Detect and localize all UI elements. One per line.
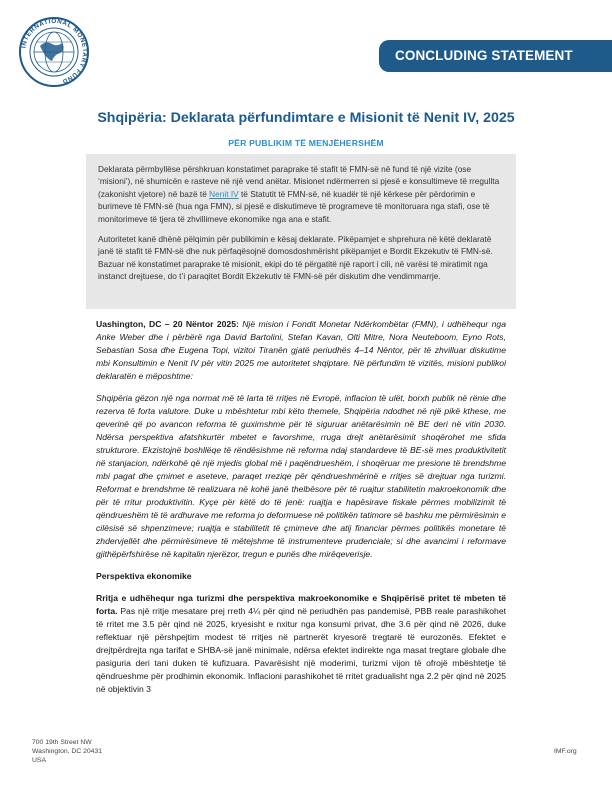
release-subtitle: PËR PUBLIKIM TË MENJËHERSHËM xyxy=(228,138,384,148)
article-iv-link[interactable]: Nenit IV xyxy=(209,188,239,199)
footer-address: 700 19th Street NW Washington, DC 20431 USA xyxy=(32,739,103,764)
section-heading: Perspektiva ekonomike xyxy=(96,571,192,581)
page-title: Shqipëria: Deklarata përfundimtare e Misionit të Nenit IV, 2025 xyxy=(97,110,515,126)
disclaimer-paragraph-2: Autoritetet kanë dhënë pëlqimin për publikimin e kësaj deklarate. Pikëpamjet e shprehura në këtë deklaratë janë të stafit të FMN-së dhe nuk përfaqësojnë domosdoshmërisht pikëpamjet e Bordit Ekzekutiv të FMN-së. Bazuar në konstatimet paraprake të misionit, ekipi do të përgatitë një raport i cili, në varësi të miratimit nga instanct drejtuese, do t’i paraqitet Bordit Ekzekutiv të FMN-së për diskutim dhe vendimmarrje. xyxy=(98,234,493,282)
footer-website[interactable]: IMF.org xyxy=(554,748,577,755)
concluding-statement-banner: CONCLUDING STATEMENT xyxy=(379,40,612,72)
svg-text:INTERNATIONAL MONETARY FUND: INTERNATIONAL MONETARY FUND xyxy=(20,17,89,85)
disclaimer-box xyxy=(86,154,516,309)
intro-paragraph: Uashington, DC – 20 Nëntor 2025: Një mision i Fondit Monetar Ndërkombëtar (FMN), i udhëhequr nga Anke Weber dhe i përbërë nga David Bartolini, Stefan Kavan, Olti Mitre, Nora Neuteboom, Eyno Rots, Sebastian Sosa dhe Eugena Topi, vizitoi Tiranën gjatë periudhës 4–14 Nëntor, për të zhvilluar diskutime mbi Konsultimin e Nenit IV për vitin 2025 me autoritetet shqiptare. Në përfundim të vizitës, misioni publikoi deklaratën e mëposhtme: xyxy=(96,319,506,381)
outlook-lead-sentence: Rritja e udhëhequr nga turizmi dhe perspektiva makroekonomike e Shqipërisë pritet të mbeten të forta. xyxy=(96,593,506,616)
disclaimer-paragraph-1: Deklarata përmbyllëse përshkruan konstatimet paraprake të stafit të FMN-së në fund të një vizite (ose ‘misioni’), në shumicën e rasteve në një vend anëtar. Misionet ndërmerren si pjesë e konsultimeve të rregullta (zakonisht vjetore) në bazë të Nenit IV të Statutit të FMN-së, në kuadër të një kërkese për përdorimin e burimeve të FMN-së (hua nga FMN), si pjesë e diskutimeve të programeve të monitoruara nga stafi, ose të monitorimeve të tjera të zhvillimeve ekonomike nga ana e stafit. xyxy=(98,164,500,224)
summary-paragraph: Shqipëria gëzon një nga normat më të larta të rritjes në Evropë, inflacion të ulët, borxh publik në rënie dhe rezerva të forta valutore. Duke u mbështetur mbi këto themele, Shqipëria ndodhet në një pikë kthese, me qeverinë që po avancon reforma të guximshme për të siguruar anëtarësimin në BE deri në vitin 2030. Ndërsa perspektiva afatshkurtër mbetet e favorshme, rruga drejt anëtarësimit shoqërohet me sfida strukturore. Ekzistojnë boshllëqe të rëndësishme në reforma ndaj standardeve të BE-së mes produktivitetit në stanjacion, ndërkohë që një mjedis global më i paqëndrueshëm, i shoqëruar me presione të brendshme mbi pagat dhe çmimet e aseteve, paraqet rreziqe për qëndrueshmërinë e rritjes së drejtuar nga turizmi. Reformat e brendshme të realizuara në kohë janë thelbësore për të ruajtur stabilitetin makroekonomik dhe për të rritur produktivitin. Kyçe për këtë do të jenë: ruajtja e hapësirave fiskale përmes mobilizimit të qëndrueshëm të të ardhurave me reforma jo deformuese në politikën tatimore së bashku me përmirësimin e cilësisë së shpenzimeve; ruajtja e stabilitetit të çmimeve dhe atij financiar përmes politikës monetare të zhdervjellët dhe përmirësimeve të mëtejshme të instrumenteve prudenciale; si dhe avancimi i reformave gjithëpërfshirëse në kapitalin njerëzor, tregun e punës dhe mirëqeverisje. xyxy=(96,393,506,559)
outlook-paragraph: Rritja e udhëhequr nga turizmi dhe perspektiva makroekonomike e Shqipërisë pritet të mbeten të forta. Pas një rritje mesatare prej rreth 4¼ për qind në periudhën pas pandemisë, PBB reale parashikohet të rritet me 3.5 për qind në 2025, kryesisht e nxitur nga konsumi privat, dhe 3.6 për qind në 2026, duke reflektuar një përshpejtim modest të rritjes në partnerët kryesorë tregtarë të eurozonës. Efektet e drejtpërdrejta nga tarifat e SHBA-së janë minimale, ndërsa efektet indirekte nga masat tregtare globale dhe pasiguria deri tani duken të kufizuara. Pavarësisht një moderimi, turizmi vijon të ofrojë mbështetje të qëndrueshme për prodhimin ekonomik. Inflacioni parashikohet të rritet gradualisht nga 2.2 për qind në 2025 në objektivin 3 xyxy=(96,593,506,694)
dateline: Uashington, DC – 20 Nëntor 2025: xyxy=(96,319,239,329)
statement-body xyxy=(96,318,506,705)
imf-seal-logo xyxy=(18,16,90,88)
